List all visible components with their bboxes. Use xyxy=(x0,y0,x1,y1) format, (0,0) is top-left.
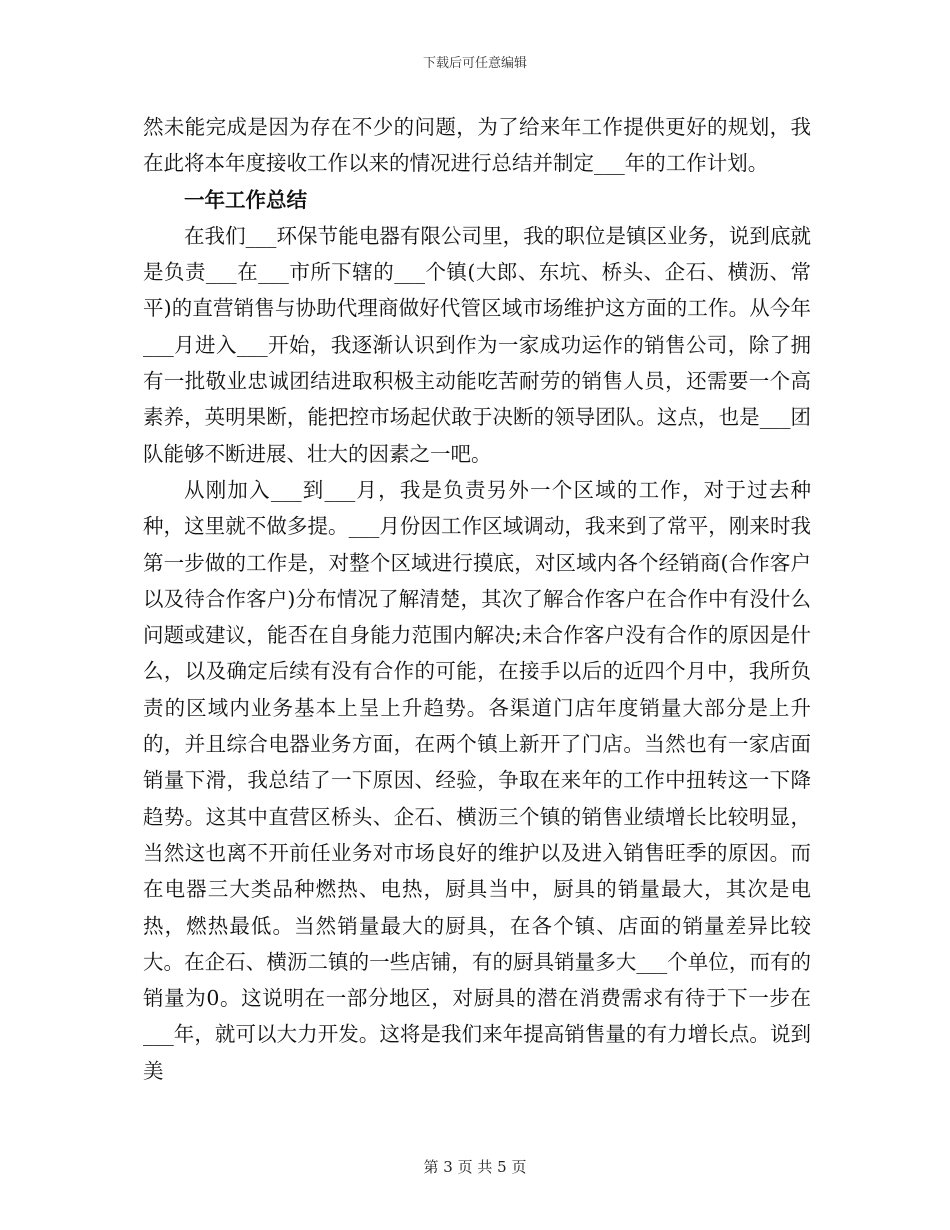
paragraph-body: 从刚加入___到___月，我是负责另外一个区域的工作，对于过去种种，这里就不做多提。___月份因工作区域调动，我来到了常平，刚来时我第一步做的工作是，对整个区域进行摸底，对区域内各个经销商(合作客户以及待合作客户)分布情况了解清楚，其次了解合作客户在合作中有没什么问题或建议，能否在自身能力范围内解决;未合作客户没有合作的原因是什么，以及确定后续有没有合作的可能，在接手以后的近四个月中，我所负责的区域内业务基本上呈上升趋势。各渠道门店年度销量大部分是上升的，并且综合电器业务方面，在两个镇上新开了门店。当然也有一家店面销量下滑，我总结了一下原因、经验，争取在来年的工作中扭转这一下降趋势。这其中直营区桥头、企石、横沥三个镇的销售业绩增长比较明显，当然这也离不开前任业务对市场良好的维护以及进入销售旺季的原因。而在电器三大类品种燃热、电热，厨具当中，厨具的销量最大，其次是电热，燃热最低。当然销量最大的厨具，在各个镇、店面的销量差异比较大。在企石、横沥二镇的一些店铺，有的厨具销量多大___个单位，而有的销量为0。这说明在一部分地区，对厨具的潜在消费需求有待于下一步在___年，就可以大力开发。这将是我们来年提高销售量的有力增长点。说到美 xyxy=(143,477,811,1083)
paragraph-body: 在我们___环保节能电器有限公司里，我的职位是镇区业务，说到底就是负责___在___市所下辖的___个镇(大郎、东坑、桥头、企石、横沥、常平)的直营销售与协助代理商做好代管区域市场维护这方面的工作。从今年___月进入___开始，我逐渐认识到作为一家成功运作的销售公司，除了拥有一批敬业忠诚团结进取积极主动能吃苦耐劳的销售人员，还需要一个高素养，英明果断，能把控市场起伏敢于决断的领导团队。这点，也是___团队能够不断进展、壮大的因素之一吧。 xyxy=(143,223,811,466)
page-number: 第 3 页 共 5 页 xyxy=(423,1158,527,1176)
paragraph-continuation: 然未能完成是因为存在不少的问题，为了给来年工作提供更好的规划，我在此将本年度接收工作以来的情况进行总结并制定___年的工作计划。 xyxy=(143,115,811,176)
page-header: 下载后可任意编辑 xyxy=(422,56,527,71)
document-body xyxy=(143,109,811,1089)
section-heading: 一年工作总结 xyxy=(184,187,307,212)
